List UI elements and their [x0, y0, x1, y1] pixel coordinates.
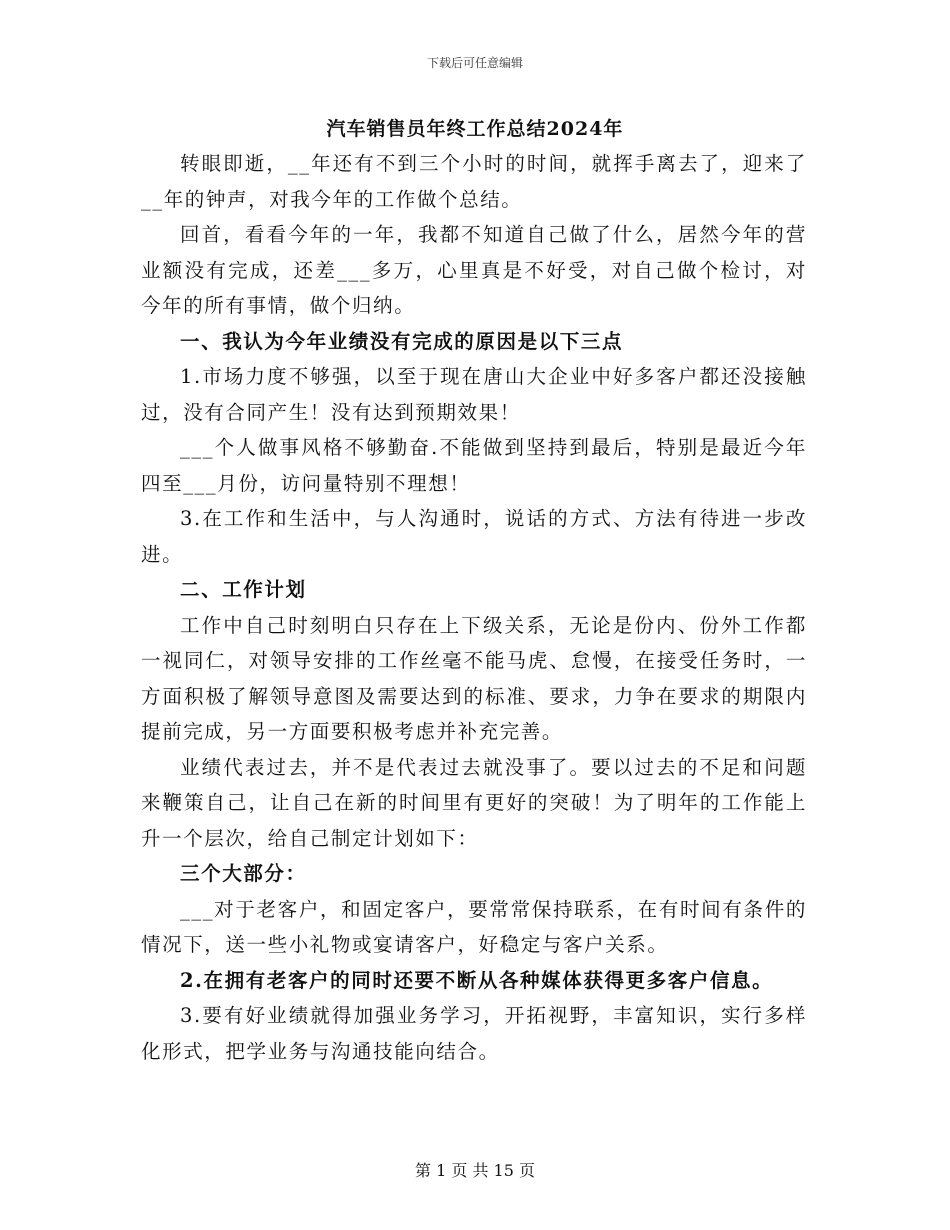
document-body — [141, 146, 807, 1069]
paragraph-performance: 业绩代表过去，并不是代表过去就没事了。要以过去的不足和问题来鞭策自己，让自己在新的时间里有更好的突破！为了明年的工作能上升一个层次，给自己制定计划如下： — [141, 755, 807, 850]
paragraph-work-attitude: 工作中自己时刻明白只存在上下级关系，无论是份内、份外工作都一视同仁，对领导安排的工作丝毫不能马虎、怠慢，在接受任务时，一方面积极了解领导意图及需要达到的标准、要求，力争在要求的期限内提前完成，另一方面要积极考虑并补充完善。 — [141, 613, 807, 743]
list-item-plan-1: ___对于老客户，和固定客户，要常常保持联系，在有时间有条件的情况下，送一些小礼物或宴请客户，好稳定与客户关系。 — [141, 897, 807, 956]
page-number: 第 1 页 共 15 页 — [415, 1161, 535, 1180]
list-item-reason-2: ___个人做事风格不够勤奋.不能做到坚持到最后，特别是最近今年四至___月份，访问量特别不理想！ — [141, 436, 807, 495]
paragraph-review: 回首，看看今年的一年，我都不知道自己做了什么，居然今年的营业额没有完成，还差___多万，心里真是不好受，对自己做个检讨，对今年的所有事情，做个归纳。 — [141, 223, 807, 317]
list-item-plan-3: 3.要有好业绩就得加强业务学习，开拓视野，丰富知识，实行多样化形式，把学业务与沟通技能向结合。 — [141, 1004, 807, 1063]
subheading-three-parts: 三个大部分： — [180, 862, 307, 885]
list-item-reason-1: 1.市场力度不够强，以至于现在唐山大企业中好多客户都还没接触过，没有合同产生！没有达到预期效果！ — [141, 365, 807, 424]
section-heading-reasons: 一、我认为今年业绩没有完成的原因是以下三点 — [180, 329, 624, 353]
list-item-reason-3: 3.在工作和生活中，与人沟通时，说话的方式、方法有待进一步改进。 — [141, 507, 807, 566]
list-item-plan-2: 2.在拥有老客户的同时还要不断从各种媒体获得更多客户信息。 — [180, 968, 774, 992]
section-heading-plan: 二、工作计划 — [180, 578, 307, 601]
paragraph-intro: 转眼即逝，__年还有不到三个小时的时间，就挥手离去了，迎来了__年的钟声，对我今年的工作做个总结。 — [141, 152, 807, 211]
page-title: 汽车销售员年终工作总结2024年 — [326, 118, 624, 140]
header-note: 下载后可任意编辑 — [426, 56, 523, 70]
